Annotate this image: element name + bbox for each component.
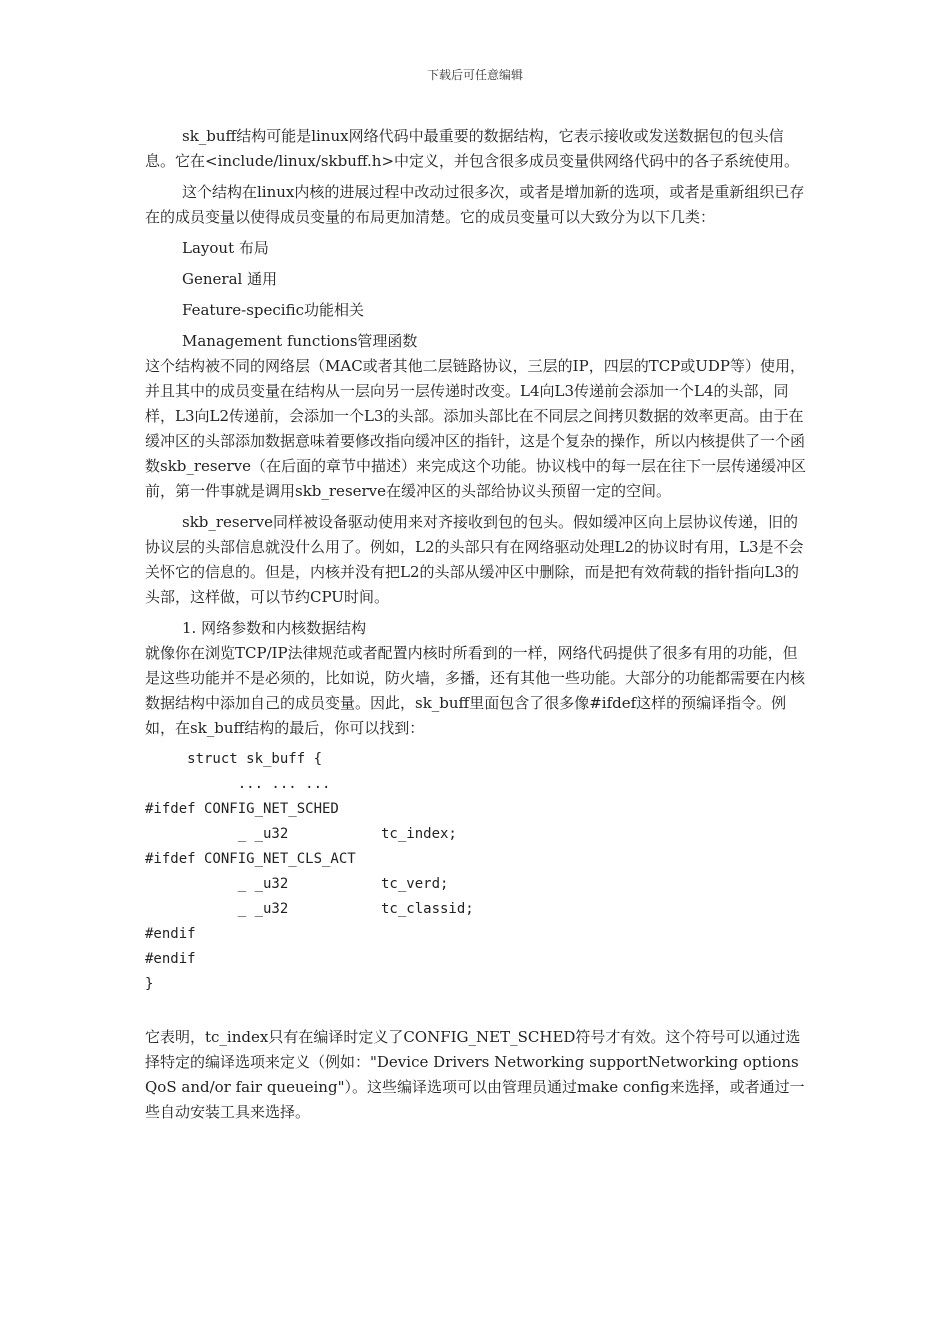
spacer (145, 997, 807, 1025)
paragraph-skb-reserve: skb_reserve同样被设备驱动使用来对齐接收到包的包头。假如缓冲区向上层协议传递，旧的协议层的头部信息就没什么用了。例如，L2的头部只有在网络驱动处理L2的协议时有用，L3是不会关怀它的信息的。但是，内核并没有把L2的头部从缓冲区中删除，而是把有效荷载的指针指向L3的头部，这样做，可以节约CPU时间。 (145, 513, 804, 606)
code-line: #endif (145, 926, 196, 942)
paragraph-tc-index: 它表明，tc_index只有在编译时定义了CONFIG_NET_SCHED符号才有效。这个符号可以通过选择特定的编译选项来定义（例如："Device Drivers Networking supportNetworking options QoS and/or fair queueing"）。这些编译选项可以由管理员通过make config来选择，或者通过一些自动安装工具来选择。 (145, 1028, 805, 1121)
code-line: _ _u32 tc_verd; (145, 876, 449, 892)
paragraph-intro: sk_buff结构可能是linux网络代码中最重要的数据结构，它表示接收或发送数据包的包头信息。它在<include/linux/skbuff.h>中定义，并包含很多成员变量供网络代码中的各子系统使用。 (145, 127, 800, 170)
paragraph-evolution: 这个结构在linux内核的进展过程中改动过很多次，或者是增加新的选项，或者是重新组织已存在的成员变量以使得成员变量的布局更加清楚。它的成员变量可以大致分为以下几类： (145, 183, 805, 226)
document-body (145, 124, 807, 1131)
page-header: 下载后可任意编辑 (426, 68, 523, 82)
list-item: Layout 布局 (182, 239, 269, 257)
code-line: #endif (145, 951, 196, 967)
paragraph-layers: 这个结构被不同的网络层（MAC或者其他二层链路协议，三层的IP，四层的TCP或UDP等）使用，并且其中的成员变量在结构从一层向另一层传递时改变。L4向L3传递前会添加一个L4的头部，同样，L3向L2传递前，会添加一个L3的头部。添加头部比在不同层之间拷贝数据的效率更高。由于在缓冲区的头部添加数据意味着要修改指向缓冲区的指针，这是个复杂的操作，所以内核提供了一个函数skb_reserve（在后面的章节中描述）来完成这个功能。协议栈中的每一层在往下一层传递缓冲区前，第一件事就是调用skb_reserve在缓冲区的头部给协议头预留一定的空间。 (145, 357, 807, 500)
code-line: #ifdef CONFIG_NET_CLS_ACT (145, 851, 356, 867)
section-heading: 1. 网络参数和内核数据结构 (182, 619, 367, 637)
paragraph-options: 就像你在浏览TCP/IP法律规范或者配置内核时所看到的一样，网络代码提供了很多有用的功能，但是这些功能并不是必须的，比如说，防火墙，多播，还有其他一些功能。大部分的功能都需要在内核数据结构中添加自己的成员变量。因此，sk_buff里面包含了很多像#ifdef这样的预编译指令。例如，在sk_buff结构的最后，你可以找到： (145, 644, 806, 737)
list-item: Management functions管理函数 (182, 332, 418, 350)
code-line: struct sk_buff { (145, 751, 323, 767)
code-line: _ _u32 tc_index; (145, 826, 457, 842)
code-line: #ifdef CONFIG_NET_SCHED (145, 801, 339, 817)
category-list (145, 236, 807, 354)
code-line: } (145, 976, 154, 992)
code-line: ... ... ... (145, 776, 331, 792)
code-line: _ _u32 tc_classid; (145, 901, 474, 917)
code-block (145, 747, 807, 997)
list-item: Feature-specific功能相关 (182, 301, 364, 319)
list-item: General 通用 (182, 270, 278, 288)
